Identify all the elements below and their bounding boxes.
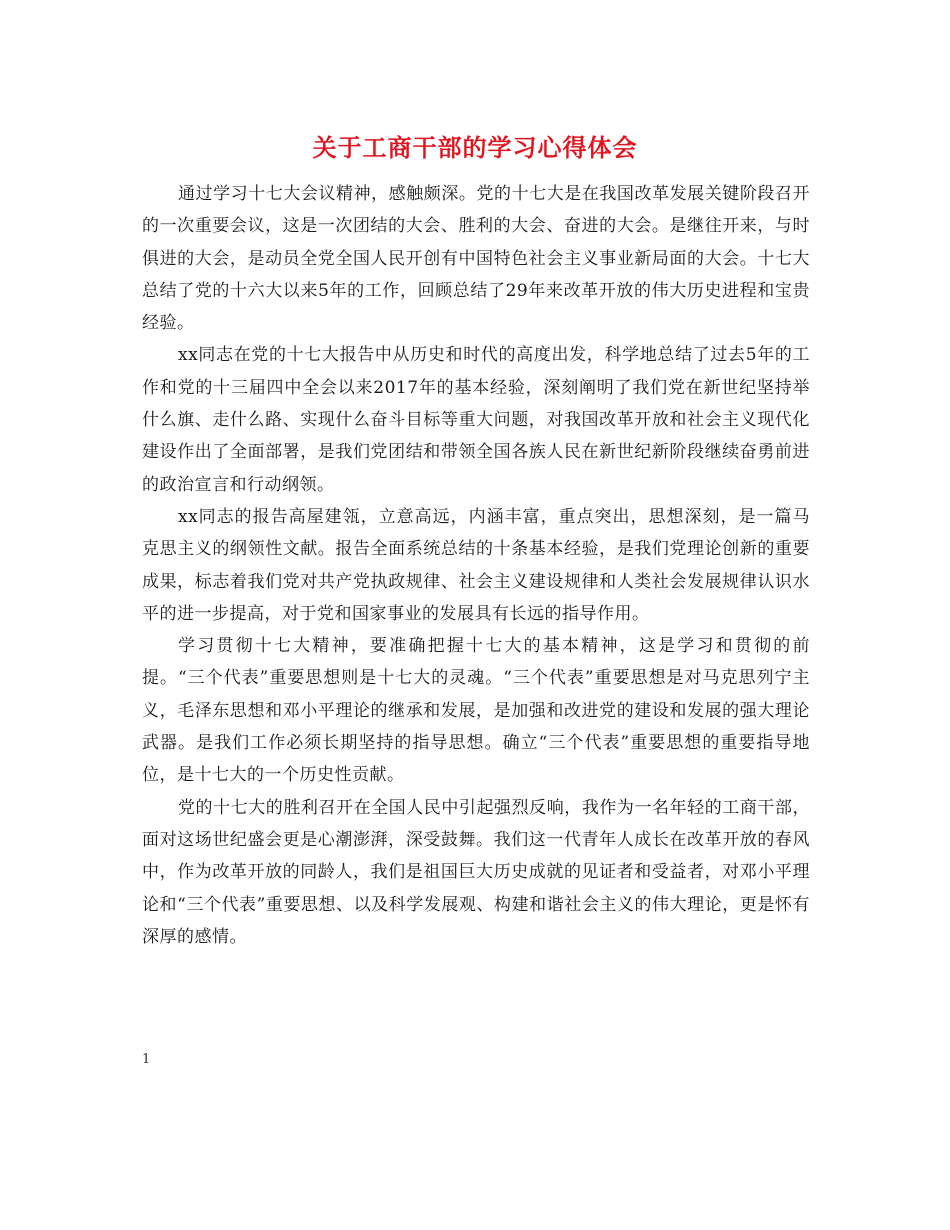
document-title: 关于工商干部的学习心得体会 — [312, 133, 638, 162]
document-body — [142, 178, 810, 953]
paragraph-5: 党的十七大的胜利召开在全国人民中引起强烈反响，我作为一名年轻的工商干部，面对这场世纪盛会更是心潮澎湃，深受鼓舞。我们这一代青年人成长在改革开放的春风中，作为改革开放的同龄人，我们是祖国巨大历史成就的见证者和受益者，对邓小平理论和“三个代表”重要思想、以及科学发展观、构建和谐社会主义的伟大理论，更是怀有深厚的感情。 — [142, 797, 810, 947]
paragraph-1: 通过学习十七大会议精神，感触颇深。党的十七大是在我国改革发展关键阶段召开的一次重要会议，这是一次团结的大会、胜利的大会、奋进的大会。是继往开来，与时俱进的大会，是动员全党全国人民开创有中国特色社会主义事业新局面的大会。十七大总结了党的十六大以来5年的工作，回顾总结了29年来改革开放的伟大历史进程和宝贵经验。 — [142, 184, 810, 334]
paragraph-4: 学习贯彻十七大精神，要准确把握十七大的基本精神，这是学习和贯彻的前提。“三个代表”重要思想则是十七大的灵魂。“三个代表”重要思想是对马克思列宁主义，毛泽东思想和邓小平理论的继承和发展，是加强和改进党的建设和发展的强大理论武器。是我们工作必须长期坚持的指导思想。确立“三个代表”重要思想的重要指导地位，是十七大的一个历史性贡献。 — [142, 636, 810, 786]
page-number: 1 — [142, 1052, 151, 1067]
paragraph-2: xx同志在党的十七大报告中从历史和时代的高度出发，科学地总结了过去5年的工作和党的十三届四中全会以来2017年的基本经验，深刻阐明了我们党在新世纪坚持举什么旗、走什么路、实现什么奋斗目标等重大问题，对我国改革开放和社会主义现代化建设作出了全面部署，是我们党团结和带领全国各族人民在新世纪新阶段继续奋勇前进的政治宣言和行动纲领。 — [142, 345, 810, 495]
paragraph-3: xx同志的报告高屋建瓴，立意高远，内涵丰富，重点突出，思想深刻，是一篇马克思主义的纲领性文献。报告全面系统总结的十条基本经验，是我们党理论创新的重要成果，标志着我们党对共产党执政规律、社会主义建设规律和人类社会发展规律认识水平的进一步提高，对于党和国家事业的发展具有长远的指导作用。 — [142, 506, 810, 624]
